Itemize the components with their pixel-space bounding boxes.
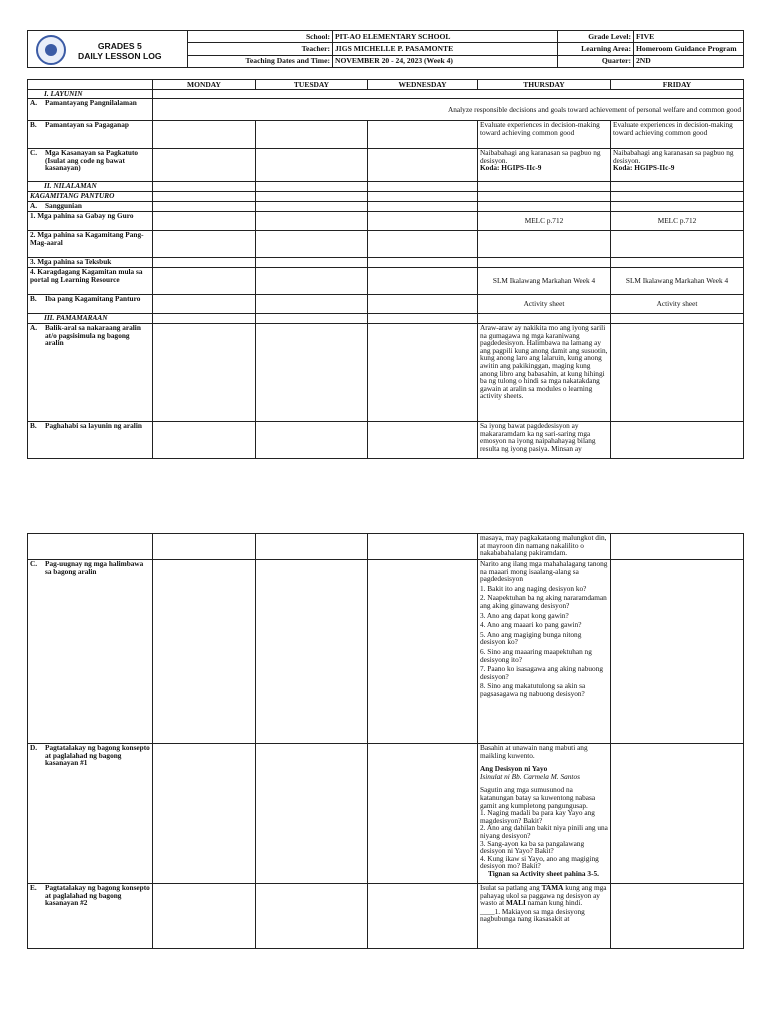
question-item: 1. Bakit ito ang naging desisyon ko? — [480, 583, 587, 593]
dates-value: NOVEMBER 20 - 24, 2023 (Week 4) — [333, 55, 558, 67]
grade-value: FIVE — [634, 31, 744, 43]
row-label-pamantayang-pangnilalaman: A. Pamantayang Pangnilalaman — [28, 99, 153, 121]
activity-sheet-note: Tignan sa Activity sheet pahina 3-5. — [488, 868, 599, 878]
deped-seal-icon — [36, 35, 66, 65]
questions-thursday: Narito ang ilang mga mahahalagang tanong na maaari mong isaalang-alang sa pagdedesisyon 1. Bakit ito ang naging desisyon ko? 2. Naapektuhan ba ng aking nararamdaman ang aking ginawang desisyon? 3. Ano ang dapat kong gawin? 4. Ano ang maaari ko pang gawin? 5. Ano ang magiging bunga nitong desisyon ko? 6. Sino ang maaaring maapektuhan ng desisyong ito? 7. Paano ko isasagawa ang aking nabuong desisyon? 8. Sino ang makatutulong sa akin sa pagsasagawa ng nabuong desisyon? — [478, 560, 611, 744]
true-false-activity-thursday: Isulat sa patlang ang TAMA kung ang mga pahayag ukol sa paggawa ng desisyon ay wasto at MALI naman kung hindi. ____1. Makiayon sa mga desisyong nagbubunga nang ikasasakit at — [478, 884, 611, 949]
question-item: 4. Kung ikaw si Yayo, ano ang magiging desisyon mo? Bakit? — [480, 853, 599, 871]
dates-label: Teaching Dates and Time: — [188, 55, 333, 67]
row-label-pagtatalakay-1: D. Pagtatalakay ng bagong konsepto at paglalahad ng bagong kasanayan #1 — [28, 744, 153, 884]
teacher-label: Teacher: — [188, 43, 333, 55]
question-item: 3. Sang-ayon ka ba sa pangalawang desisyon ni Yayo? Bakit? — [480, 838, 585, 856]
story-author: Isinulat ni Bb. Carmela M. Santos — [480, 771, 580, 781]
question-item: 6. Sino ang maaaring maapektuhan ng desisyong ito? — [480, 646, 592, 664]
purpose-text-continued: masaya, may pagkakataong malungkot din, at mayroon din namang nakalilito o nakababahalang pakiramdam. — [478, 534, 611, 560]
quarter-label: Quarter: — [558, 55, 634, 67]
question-item: 2. Ano ang dahilan bakit niya pinili ang una niyang desisyon? — [480, 823, 608, 840]
story-title: Ang Desisyon ni Yayo — [480, 764, 548, 774]
area-value: Homeroom Guidance Program — [634, 43, 744, 55]
row-label-pagtatalakay-2: E. Pagtatalakay ng bagong konsepto at paglalahad ng bagong kasanayan #2 — [28, 884, 153, 949]
row-label-pamantayan-sa-pagaganap: B. Pamantayan sa Pagaganap — [28, 121, 153, 149]
competency-code-thursday: Koda: HGIPS-IIc-9 — [480, 163, 542, 173]
day-header-thursday: THURSDAY — [478, 80, 611, 90]
competency-code-friday: Koda: HGIPS-IIc-9 — [613, 163, 675, 173]
grade-title: GRADES 5 — [97, 41, 142, 51]
question-item: 7. Paano ko isasagawa ang aking nabuong desisyon? — [480, 664, 604, 681]
grade-label: Grade Level: — [558, 31, 634, 43]
question-item: 4. Ano ang maaari ko pang gawin? — [480, 620, 582, 630]
section-nilalaman: II. NILALAMAN — [28, 182, 153, 192]
competency-friday: Naibabahagi ang karanasan sa pagbuo ng desisyon. Koda: HGIPS-IIc-9 — [611, 149, 744, 182]
row-label-sanggunian: A. Sanggunian — [28, 202, 153, 212]
header-logo-title — [28, 31, 188, 68]
quarter-value: 2ND — [634, 55, 744, 67]
section-pamamaraan: III. PAMAMARAAN — [28, 314, 153, 324]
performance-standard-friday: Evaluate experiences in decision-making toward achieving common good — [611, 121, 744, 149]
log-title: DAILY LESSON LOG — [78, 51, 162, 61]
performance-standard-thursday: Evaluate experiences in decision-making toward achieving common good — [478, 121, 611, 149]
day-header-tuesday: TUESDAY — [256, 80, 368, 90]
question-item: 1. Naging madali ba para kay Yayo ang magdesisyon? Bakit? — [480, 808, 595, 825]
lesson-table-part-1 — [27, 79, 744, 459]
section-kagamitang-panturo: KAGAMITANG PANTURO — [28, 192, 153, 202]
true-false-item: ____1. Makiayon sa mga desisyong nagbubunga nang ikasasakit at — [480, 906, 585, 924]
teacher-value: JIGS MICHELLE P. PASAMONTE — [333, 43, 558, 55]
lesson-table-part-2 — [27, 533, 744, 949]
school-label: School: — [188, 31, 333, 43]
guide-pages-thursday: MELC p.712 — [478, 212, 611, 231]
day-header-friday: FRIDAY — [611, 80, 744, 90]
story-activity-thursday: Basahin at unawain nang mabuti ang maikling kuwento. Ang Desisyon ni Yayo Isinulat ni Bb. Carmela M. Santos Sagutin ang mga sumusunod na katanungan batay sa kuwentong nabasa gamit ang kumpletong pangungusap. 1. Naging madali ba para kay Yayo ang magdesisyon? Bakit? 2. Ano ang dahilan bakit niya pinili ang una niyang desisyon? 3. Sang-ayon ka ba sa pangalawang desisyon ni Yayo? Bakit? 4. Kung ikaw si Yayo, ano ang magiging desisyon mo? Bakit? Tignan sa Activity sheet pahina 3-5. — [478, 744, 611, 884]
row-label-gabay-ng-guro: 1. Mga pahina sa Gabay ng Guro — [28, 212, 153, 231]
school-value: PIT-AO ELEMENTARY SCHOOL — [333, 31, 558, 43]
other-materials-friday: Activity sheet — [611, 295, 744, 314]
row-label-paghahabi: B. Paghahabi sa layunin ng aralin — [28, 422, 153, 459]
row-label-iba-pang-kagamitan: B. Iba pang Kagamitang Panturo — [28, 295, 153, 314]
content-standard-text: Analyze responsible decisions and goals toward achievement of personal welfare and common good — [153, 99, 744, 121]
day-header-monday: MONDAY — [153, 80, 256, 90]
learning-resource-friday: SLM Ikalawang Markahan Week 4 — [611, 268, 744, 295]
corner-cell — [28, 80, 153, 90]
review-text-thursday: Araw-araw ay nakikita mo ang iyong sarili na gumagawa ng mga karaniwang pagdedesisyon. Halimbawa na lamang ay ang pagpili kung anong damit ang susuotin, kung anong laro ang lalaruin, kung anong awitin ang pakikinggan, maging kung anong libro ang babasahin, at kung hihingi ba ng tulong o hindi sa mga nakatakdang gawain at aralin sa modules o learning activity sheets. — [478, 324, 611, 422]
area-label: Learning Area: — [558, 43, 634, 55]
row-label-kagamitang-pang-mag-aaral: 2. Mga pahina sa Kagamitang Pang-Mag-aaral — [28, 231, 153, 258]
question-item: 3. Ano ang dapat kong gawin? — [480, 610, 569, 620]
competency-thursday: Naibabahagi ang karanasan sa pagbuo ng desisyon. Koda: HGIPS-IIc-9 — [478, 149, 611, 182]
question-item: 5. Ano ang magiging bunga nitong desisyon ko? — [480, 629, 582, 647]
row-label-teksbuk: 3. Mga pahina sa Teksbuk — [28, 258, 153, 268]
learning-resource-thursday: SLM Ikalawang Markahan Week 4 — [478, 268, 611, 295]
section-layunin: I. LAYUNIN — [28, 90, 153, 99]
question-item: 2. Naapektuhan ba ng aking nararamdaman ang aking ginawang desisyon? — [480, 593, 607, 610]
row-label-karagdagang-kagamitan: 4. Karagdagang Kagamitan mula sa portal ng Learning Resource — [28, 268, 153, 295]
purpose-text-thursday: Sa iyong bawat pagdedesisyon ay makararamdam ka ng sari-saring mga emosyon na iyong naipahahayag bilang resulta ng iyong pasiya. Minsan ay — [478, 422, 611, 459]
question-item: 8. Sino ang makatutulong sa akin sa pagsasagawa ng nabuong desisyon? — [480, 681, 586, 698]
header-block — [27, 30, 743, 68]
row-label-pag-uugnay: C. Pag-uugnay ng mga halimbawa sa bagong aralin — [28, 560, 153, 744]
guide-pages-friday: MELC p.712 — [611, 212, 744, 231]
other-materials-thursday: Activity sheet — [478, 295, 611, 314]
day-header-wednesday: WEDNESDAY — [368, 80, 478, 90]
row-label-mga-kasanayan: C. Mga Kasanayan sa Pagkatuto (Isulat ang code ng bawat kasanayan) — [28, 149, 153, 182]
row-label-balik-aral: A. Balik-aral sa nakaraang aralin at/o pagsisimula ng bagong aralin — [28, 324, 153, 422]
